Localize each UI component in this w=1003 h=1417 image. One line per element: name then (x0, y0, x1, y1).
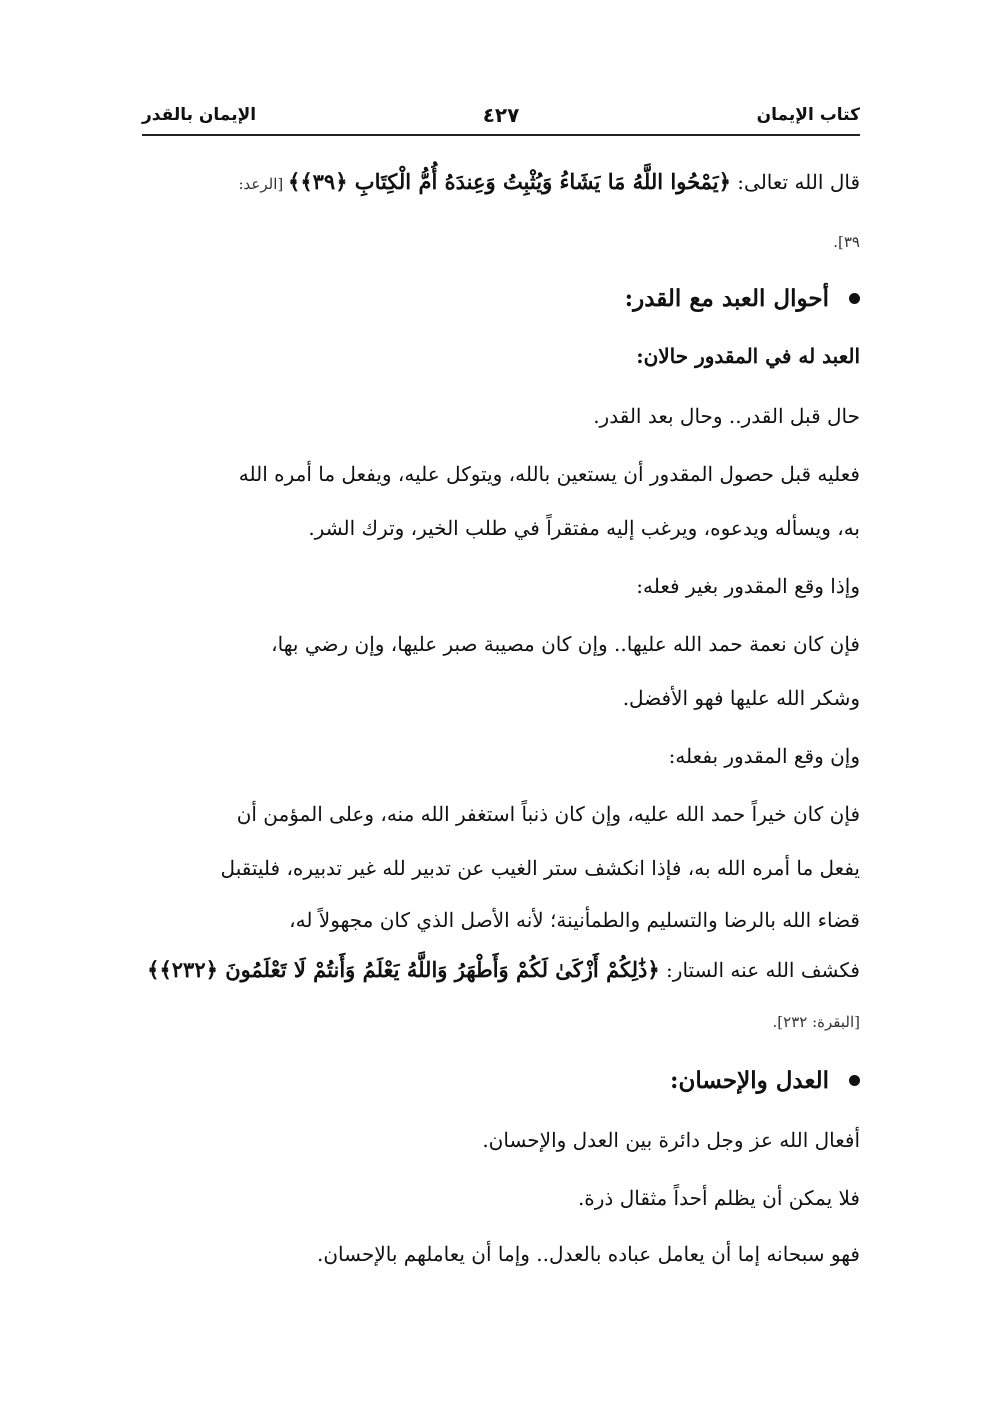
verse-reference-line (140, 1004, 860, 1038)
page-header (142, 100, 860, 130)
paragraph-line: أفعال الله عز وجل دائرة بين العدل والإحسان. (482, 1128, 860, 1152)
page-number: ٤٢٧ (482, 103, 520, 127)
paragraph-line: وإذا وقع المقدور بغير فعله: (636, 574, 860, 598)
paragraph-line: وشكر الله عليها فهو الأفضل. (622, 686, 860, 710)
paragraph-line: يفعل ما أمره الله به، فإذا انكشف ستر الغيب عن تدبير لله غير تدبيره، فليتقبل (220, 856, 860, 880)
verse-reference-cont (140, 224, 860, 258)
paragraph-line: حال قبل القدر.. وحال بعد القدر. (593, 404, 860, 428)
section-heading-text: العدل والإحسان: (669, 1067, 829, 1094)
bullet-icon (849, 293, 860, 304)
verse-reference-number: ٣٩]. (833, 233, 860, 251)
paragraph-line: قضاء الله بالرضا والتسليم والطمأنينة؛ لأنه الأصل الذي كان مجهولاً له، (289, 908, 860, 932)
header-chapter-title: الإيمان بالقدر (142, 105, 257, 125)
verse-intro: فكشف الله عنه الستار: (659, 958, 860, 982)
paragraph-line: فلا يمكن أن يظلم أحداً مثقال ذرة. (577, 1186, 860, 1210)
section-heading (670, 1064, 860, 1098)
bullet-icon (849, 1075, 860, 1086)
header-divider (142, 134, 860, 136)
section-heading-text: أحوال العبد مع القدر: (624, 285, 829, 312)
verse-reference: [الرعد: (238, 175, 289, 193)
paragraph-line: به، ويسأله ويدعوه، ويرغب إليه مفتقراً في طلب الخير، وترك الشر. (308, 516, 860, 540)
paragraph-line: فإن كان خيراً حمد الله عليه، وإن كان ذنباً استغفر الله منه، وعلى المؤمن أن (236, 802, 860, 826)
paragraph-line: وإن وقع المقدور بفعله: (668, 744, 860, 768)
verse-intro: قال الله تعالى: (730, 170, 860, 194)
paragraph-line: فإن كان نعمة حمد الله عليها.. وإن كان مصيبة صبر عليها، وإن رضي بها، (271, 632, 860, 656)
verse-line (140, 166, 860, 200)
paragraph-line: فهو سبحانه إما أن يعامل عباده بالعدل.. وإما أن يعاملهم بالإحسان. (317, 1242, 860, 1266)
verse-line (140, 954, 860, 986)
header-book-title: كتاب الإيمان (756, 105, 860, 125)
subheading: العبد له في المقدور حالان: (636, 344, 860, 368)
verse-reference: [البقرة: ٢٣٢]. (772, 1013, 860, 1031)
quran-verse: ﴿ذَٰلِكُمْ أَزْكَىٰ لَكُمْ وَأَطْهَرُ وَاللَّهُ يَعْلَمُ وَأَنتُمْ لَا تَعْلَمُونَ ﴿٢٣٢﴾﴾ (147, 957, 660, 982)
section-heading (625, 282, 860, 316)
quran-verse: ﴿يَمْحُوا اللَّهُ مَا يَشَاءُ وَيُثْبِتُ وَعِندَهُ أُمُّ الْكِتَابِ ﴿٣٩﴾﴾ (288, 169, 731, 194)
paragraph-line: فعليه قبل حصول المقدور أن يستعين بالله، ويتوكل عليه، ويفعل ما أمره الله (238, 462, 860, 486)
